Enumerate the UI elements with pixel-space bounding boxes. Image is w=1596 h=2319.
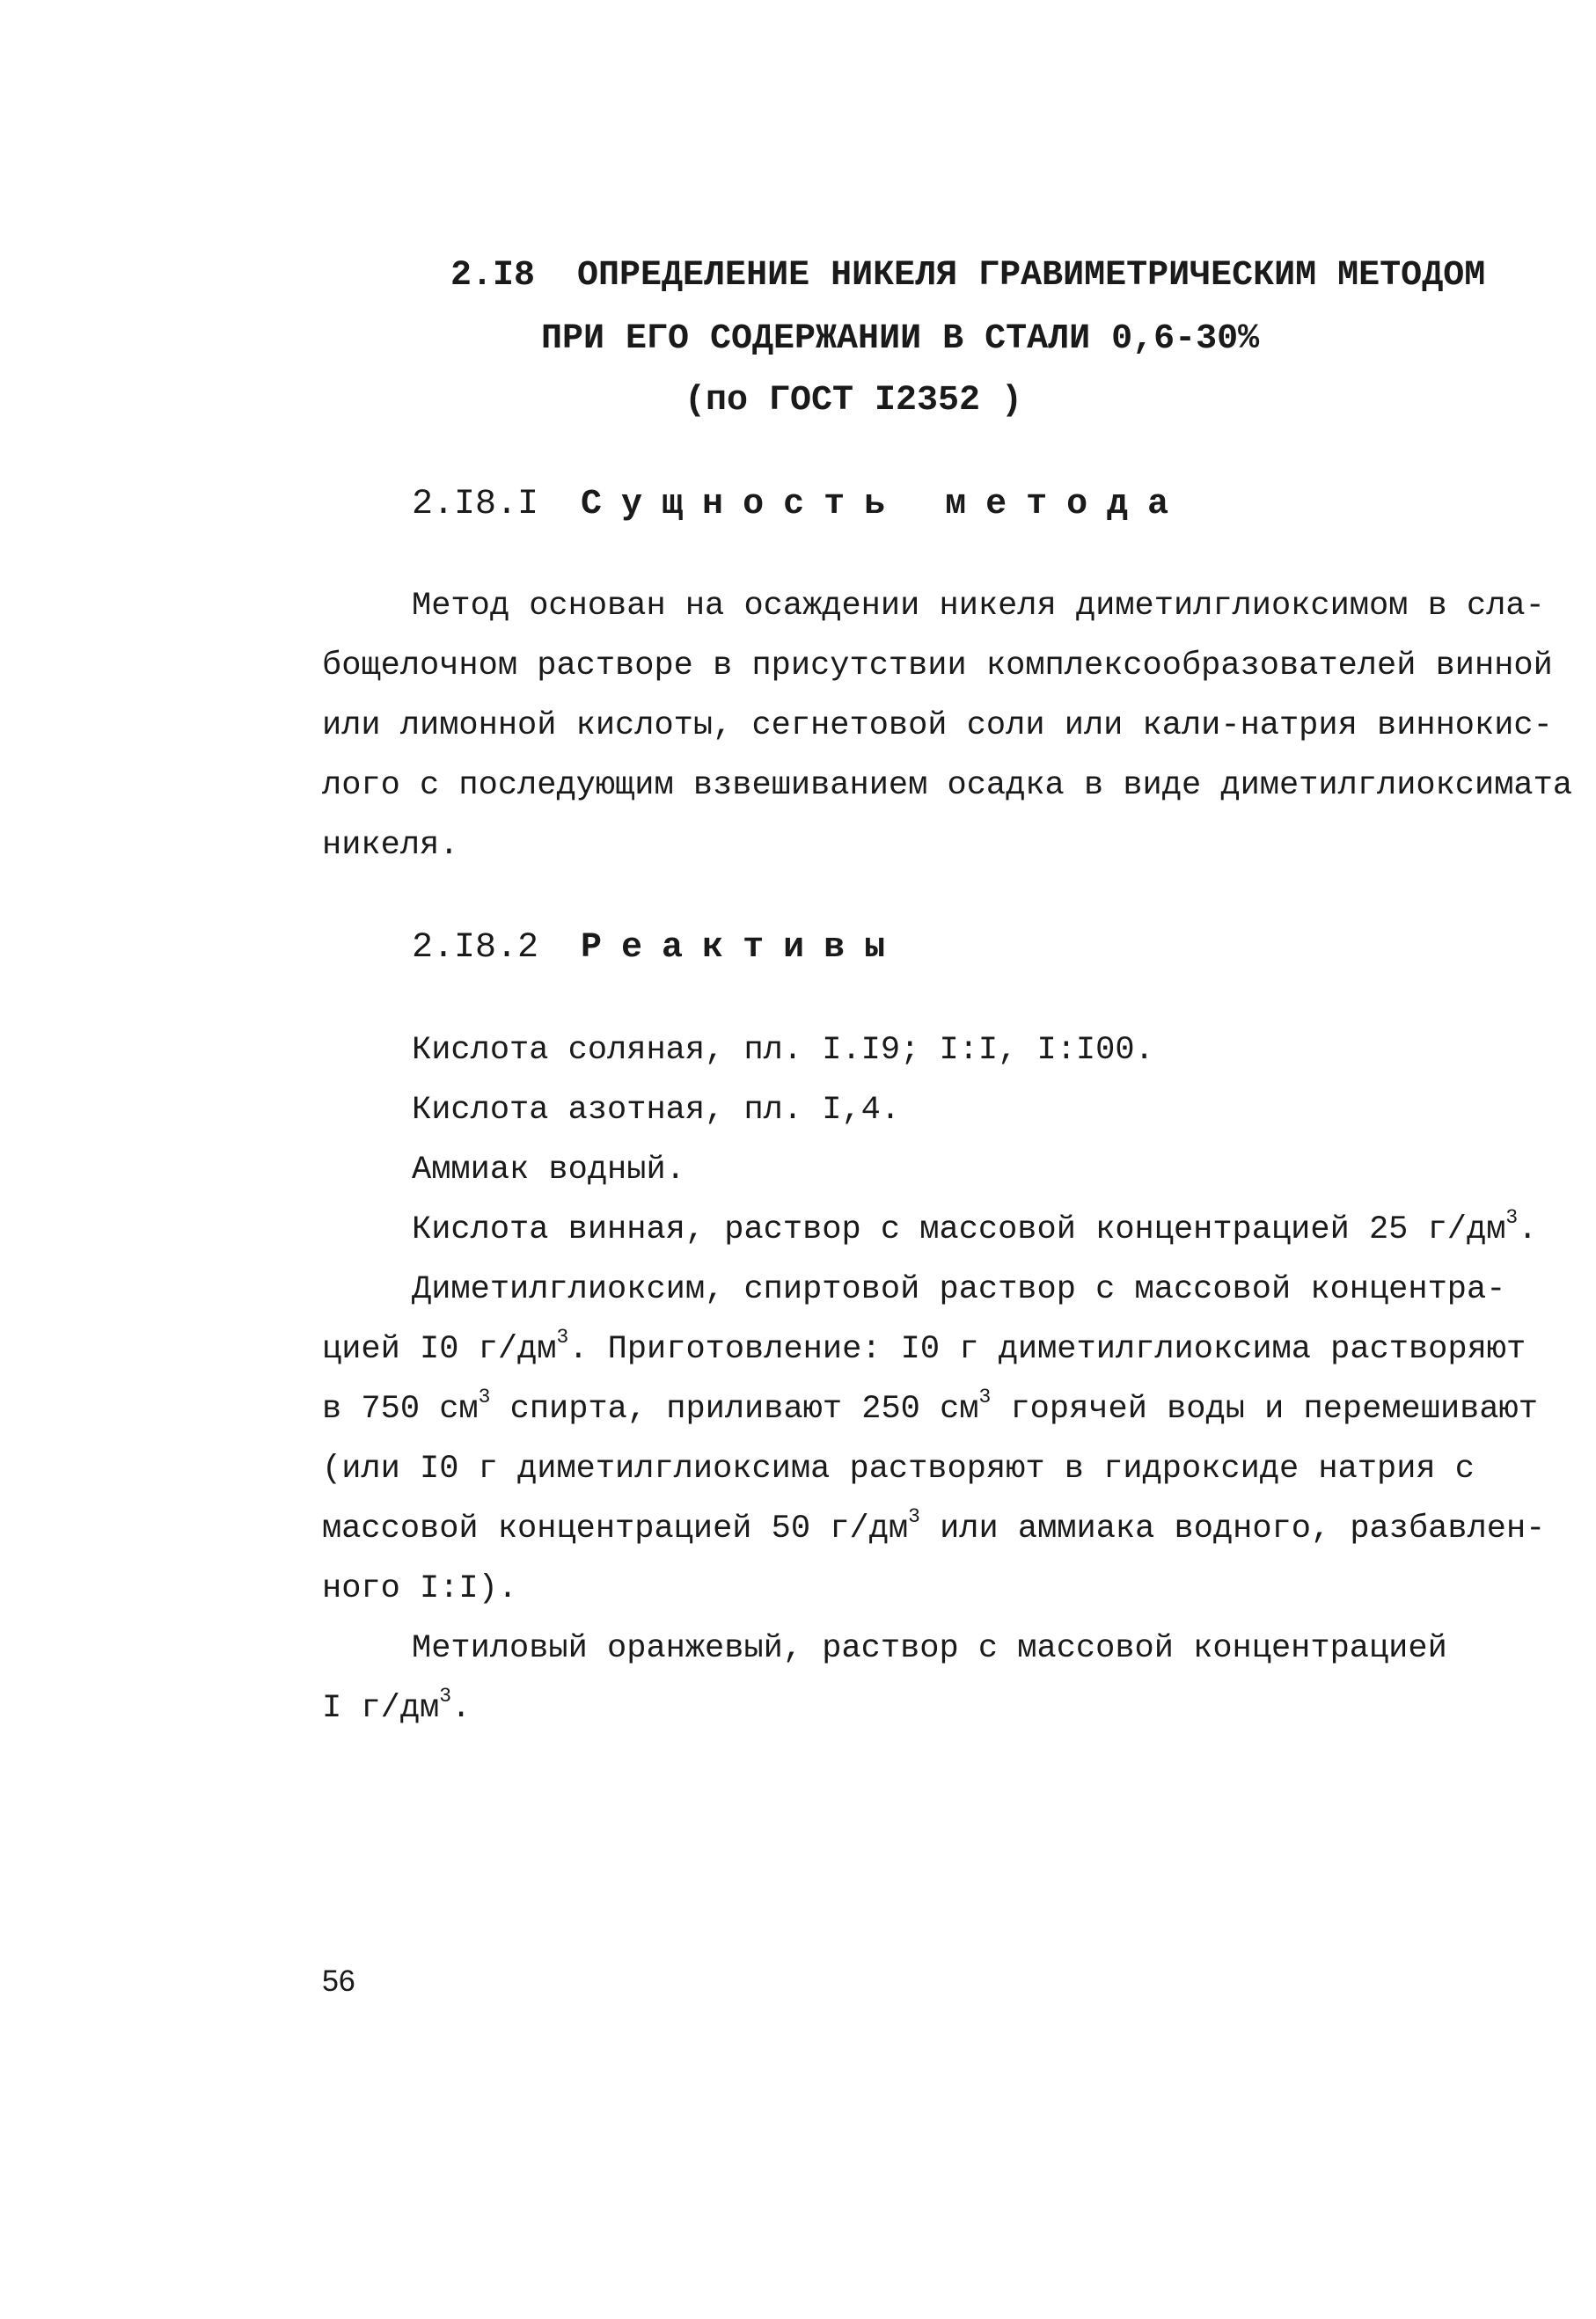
subsection-2-title: Реактивы: [581, 928, 905, 968]
reagent-item: Диметилглиоксим, спиртовой раствор с массовой концентра-: [412, 1271, 1506, 1308]
subsection-1-title: Сущность метода: [581, 485, 1189, 524]
reagent-item-continuation: в 750 $см^3$ спирта, приливают 250 $см^3$ горячей воды и перемешивают: [322, 1385, 1538, 1428]
reagent-item-continuation: цией I0 $г/дм^3$. Приготовление: I0 г диметилглиоксима растворяют: [322, 1325, 1526, 1368]
reagent-item: Аммиак водный.: [412, 1152, 685, 1189]
paragraph-line: никеля.: [322, 827, 459, 864]
section-title-line-1: [450, 255, 1485, 297]
section-title-line-3: (по ГОСТ I2352 ): [685, 381, 1023, 421]
reagent-item: Кислота винная, раствор с массовой концентрацией 25 $г/дм^3$.: [412, 1205, 1538, 1248]
superscript: 3: [478, 1385, 491, 1408]
section-number: 2.I8: [450, 256, 536, 296]
paragraph-line: бощелочном растворе в присутствии комплексообразователей винной: [322, 647, 1553, 684]
subsection-2-heading: [412, 927, 904, 969]
subsection-1-heading: [412, 484, 1188, 526]
reagent-item-continuation: (или I0 г диметилглиоксима растворяют в гидроксиде натрия с: [322, 1451, 1475, 1488]
paragraph-line: или лимонной кислоты, сегнетовой соли или кали-натрия виннокис-: [322, 707, 1553, 744]
paragraph-line: лого с последующим взвешиванием осадка в виде диметилглиоксимата: [322, 767, 1573, 804]
reagent-item-continuation: массовой концентрацией 50 $г/дм^3$ или аммиака водного, разбавлен-: [322, 1504, 1546, 1547]
reagent-item: Метиловый оранжевый, раствор с массовой концентрацией: [412, 1630, 1447, 1667]
reagent-item: Кислота соляная, пл. I.I9; I:I, I:I00.: [412, 1032, 1154, 1069]
superscript: 3: [439, 1684, 451, 1708]
paragraph-line: Метод основан на осаждении никеля диметилглиоксимом в сла-: [412, 588, 1545, 625]
superscript: 3: [978, 1385, 992, 1408]
page-number: 56: [322, 1964, 355, 1998]
superscript: 3: [556, 1325, 569, 1349]
superscript: 3: [1505, 1205, 1519, 1229]
superscript: 3: [908, 1504, 920, 1528]
reagent-item-continuation: I $г/дм^3$.: [322, 1684, 472, 1727]
reagent-item-continuation: ного I:I).: [322, 1570, 518, 1607]
section-title-text: ОПРЕДЕЛЕНИЕ НИКЕЛЯ ГРАВИМЕТРИЧЕСКИМ МЕТОДОМ: [577, 256, 1486, 296]
section-title-line-2: ПРИ ЕГО СОДЕРЖАНИИ В СТАЛИ 0,6-30%: [541, 319, 1260, 359]
subsection-1-number: 2.I8.I: [412, 485, 539, 524]
reagent-item: Кислота азотная, пл. I,4.: [412, 1092, 901, 1129]
subsection-2-number: 2.I8.2: [412, 928, 539, 968]
